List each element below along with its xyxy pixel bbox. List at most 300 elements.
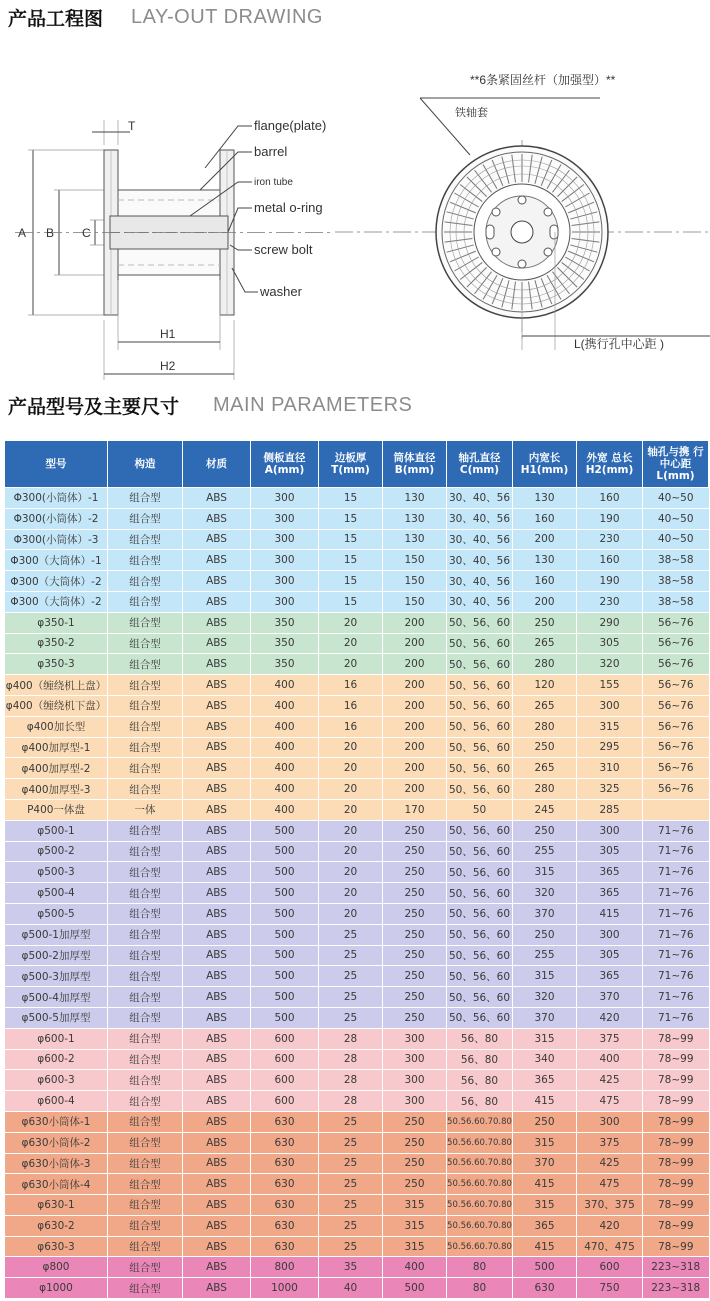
cell-hole-distance: 71~76 xyxy=(643,820,709,841)
cell-material: ABS xyxy=(183,1028,251,1049)
cell-structure: 一体 xyxy=(108,799,183,820)
cell-structure: 组合型 xyxy=(108,1049,183,1070)
cell-material: ABS xyxy=(183,862,251,883)
cell-material: ABS xyxy=(183,529,251,550)
cell-flange-diameter: 400 xyxy=(251,716,319,737)
table-row xyxy=(5,820,709,841)
cell-flange-thickness: 20 xyxy=(319,883,383,904)
cell-structure: 组合型 xyxy=(108,1236,183,1257)
cell-model: φ1000 xyxy=(5,1278,108,1299)
cell-flange-diameter: 500 xyxy=(251,820,319,841)
cell-flange-diameter: 500 xyxy=(251,945,319,966)
cell-hole-distance: 56~76 xyxy=(643,737,709,758)
cell-bore-diameter: 50.56.60.70.80 xyxy=(447,1215,513,1236)
header-flange-thickness: 边板厚 T(mm) xyxy=(319,441,383,488)
cell-model: φ630小筒体-4 xyxy=(5,1174,108,1195)
table-row xyxy=(5,571,709,592)
cell-model: Φ300(小筒体）-1 xyxy=(5,488,108,509)
cell-hole-distance: 40~50 xyxy=(643,488,709,509)
cell-barrel-diameter: 170 xyxy=(383,799,447,820)
cell-flange-diameter: 630 xyxy=(251,1215,319,1236)
cell-bore-diameter: 50、56、60 xyxy=(447,945,513,966)
cell-hole-distance: 78~99 xyxy=(643,1153,709,1174)
cell-structure: 组合型 xyxy=(108,1007,183,1028)
cell-material: ABS xyxy=(183,883,251,904)
cell-material: ABS xyxy=(183,1236,251,1257)
table-row xyxy=(5,987,709,1008)
cell-model: φ600-2 xyxy=(5,1049,108,1070)
cell-material: ABS xyxy=(183,1132,251,1153)
cell-flange-diameter: 400 xyxy=(251,675,319,696)
cell-model: φ630小筒体-1 xyxy=(5,1111,108,1132)
cell-model: Φ300（大筒体）-2 xyxy=(5,591,108,612)
cell-hole-distance: 71~76 xyxy=(643,924,709,945)
cell-inner-width: 280 xyxy=(513,654,577,675)
cell-hole-distance: 71~76 xyxy=(643,1007,709,1028)
cell-barrel-diameter: 250 xyxy=(383,987,447,1008)
table-row xyxy=(5,1278,709,1299)
cell-bore-diameter: 50、56、60 xyxy=(447,737,513,758)
table-row xyxy=(5,716,709,737)
cell-flange-thickness: 25 xyxy=(319,1174,383,1195)
cell-flange-diameter: 630 xyxy=(251,1174,319,1195)
table-row xyxy=(5,1153,709,1174)
cell-barrel-diameter: 200 xyxy=(383,633,447,654)
cell-material: ABS xyxy=(183,591,251,612)
cell-structure: 组合型 xyxy=(108,1257,183,1278)
cell-material: ABS xyxy=(183,695,251,716)
cell-material: ABS xyxy=(183,1070,251,1091)
cell-overall-width: 230 xyxy=(577,529,643,550)
cell-overall-width: 310 xyxy=(577,758,643,779)
cell-overall-width: 750 xyxy=(577,1278,643,1299)
cell-hole-distance: 56~76 xyxy=(643,633,709,654)
cell-inner-width: 130 xyxy=(513,488,577,509)
table-row xyxy=(5,1091,709,1112)
label-screw-bolt: screw bolt xyxy=(254,242,313,257)
cell-flange-thickness: 15 xyxy=(319,591,383,612)
cell-hole-distance: 71~76 xyxy=(643,903,709,924)
cell-model: φ500-2加厚型 xyxy=(5,945,108,966)
cell-material: ABS xyxy=(183,758,251,779)
table-row xyxy=(5,675,709,696)
cell-barrel-diameter: 500 xyxy=(383,1278,447,1299)
cell-inner-width: 130 xyxy=(513,550,577,571)
cell-inner-width: 340 xyxy=(513,1049,577,1070)
cell-hole-distance: 78~99 xyxy=(643,1174,709,1195)
cell-flange-diameter: 500 xyxy=(251,862,319,883)
cell-material: ABS xyxy=(183,820,251,841)
params-section-title xyxy=(8,390,412,420)
cell-hole-distance: 78~99 xyxy=(643,1111,709,1132)
cell-flange-thickness: 25 xyxy=(319,1195,383,1216)
cell-flange-diameter: 400 xyxy=(251,758,319,779)
cell-flange-thickness: 28 xyxy=(319,1049,383,1070)
table-row xyxy=(5,841,709,862)
cell-overall-width: 315 xyxy=(577,716,643,737)
cell-bore-diameter: 30、40、56 xyxy=(447,508,513,529)
cell-material: ABS xyxy=(183,488,251,509)
table-row xyxy=(5,529,709,550)
cell-overall-width: 425 xyxy=(577,1153,643,1174)
table-row xyxy=(5,654,709,675)
cell-flange-thickness: 20 xyxy=(319,737,383,758)
label-washer: washer xyxy=(260,284,302,299)
cell-inner-width: 265 xyxy=(513,633,577,654)
cell-inner-width: 250 xyxy=(513,737,577,758)
header-structure: 构造 xyxy=(108,441,183,488)
cell-overall-width: 375 xyxy=(577,1132,643,1153)
cell-bore-diameter: 50、56、60 xyxy=(447,924,513,945)
cell-flange-thickness: 28 xyxy=(319,1091,383,1112)
cell-hole-distance: 71~76 xyxy=(643,883,709,904)
cell-inner-width: 120 xyxy=(513,675,577,696)
cell-material: ABS xyxy=(183,737,251,758)
cell-barrel-diameter: 200 xyxy=(383,716,447,737)
table-header-row xyxy=(5,441,709,488)
table-row xyxy=(5,550,709,571)
cell-bore-diameter: 50、56、60 xyxy=(447,716,513,737)
cell-barrel-diameter: 250 xyxy=(383,862,447,883)
cell-flange-diameter: 300 xyxy=(251,571,319,592)
cell-inner-width: 415 xyxy=(513,1091,577,1112)
header-hole-distance: 轴孔与携 行中心距 L(mm) xyxy=(643,441,709,488)
cell-model: φ500-4 xyxy=(5,883,108,904)
cell-flange-diameter: 500 xyxy=(251,924,319,945)
table-row xyxy=(5,799,709,820)
cell-inner-width: 250 xyxy=(513,820,577,841)
cell-hole-distance: 71~76 xyxy=(643,966,709,987)
cell-structure: 组合型 xyxy=(108,1215,183,1236)
cell-overall-width: 320 xyxy=(577,654,643,675)
table-row xyxy=(5,1132,709,1153)
cell-flange-thickness: 20 xyxy=(319,612,383,633)
cell-flange-thickness: 25 xyxy=(319,987,383,1008)
cell-structure: 组合型 xyxy=(108,820,183,841)
cell-model: Φ300(小筒体）-2 xyxy=(5,508,108,529)
cell-hole-distance: 40~50 xyxy=(643,508,709,529)
cell-bore-diameter: 50、56、60 xyxy=(447,654,513,675)
cell-bore-diameter: 56、80 xyxy=(447,1028,513,1049)
cell-material: ABS xyxy=(183,924,251,945)
label-iron-tube: iron tube xyxy=(254,177,293,188)
cell-material: ABS xyxy=(183,1007,251,1028)
cell-hole-distance: 56~76 xyxy=(643,654,709,675)
cell-material: ABS xyxy=(183,550,251,571)
cell-inner-width: 365 xyxy=(513,1215,577,1236)
cell-inner-width: 255 xyxy=(513,841,577,862)
table-row xyxy=(5,695,709,716)
cell-flange-diameter: 600 xyxy=(251,1091,319,1112)
cell-flange-diameter: 350 xyxy=(251,633,319,654)
cell-overall-width: 295 xyxy=(577,737,643,758)
table-row xyxy=(5,591,709,612)
cell-flange-diameter: 350 xyxy=(251,612,319,633)
header-flange-diameter: 侧板直径 A(mm) xyxy=(251,441,319,488)
cell-flange-diameter: 1000 xyxy=(251,1278,319,1299)
cell-structure: 组合型 xyxy=(108,779,183,800)
cell-overall-width: 300 xyxy=(577,1111,643,1132)
cell-material: ABS xyxy=(183,1257,251,1278)
cell-overall-width: 415 xyxy=(577,903,643,924)
cell-model: φ350-2 xyxy=(5,633,108,654)
cell-hole-distance: 71~76 xyxy=(643,987,709,1008)
cell-model: P400一体盘 xyxy=(5,799,108,820)
cell-barrel-diameter: 250 xyxy=(383,903,447,924)
cell-inner-width: 315 xyxy=(513,1132,577,1153)
table-row xyxy=(5,1111,709,1132)
cell-flange-thickness: 20 xyxy=(319,654,383,675)
cell-bore-diameter: 56、80 xyxy=(447,1070,513,1091)
cell-overall-width: 370、375 xyxy=(577,1195,643,1216)
cell-inner-width: 415 xyxy=(513,1174,577,1195)
cell-material: ABS xyxy=(183,779,251,800)
cell-model: φ400加厚型-1 xyxy=(5,737,108,758)
label-metal-o-ring: metal o-ring xyxy=(254,200,323,215)
cell-bore-diameter: 30、40、56 xyxy=(447,591,513,612)
cell-overall-width: 475 xyxy=(577,1091,643,1112)
cell-flange-thickness: 25 xyxy=(319,966,383,987)
cell-bore-diameter: 30、40、56 xyxy=(447,571,513,592)
cell-flange-thickness: 20 xyxy=(319,799,383,820)
cell-inner-width: 320 xyxy=(513,883,577,904)
cell-hole-distance xyxy=(643,799,709,820)
cell-flange-thickness: 25 xyxy=(319,1215,383,1236)
cell-model: Φ300(小筒体）-3 xyxy=(5,529,108,550)
cell-bore-diameter: 50、56、60 xyxy=(447,903,513,924)
cell-structure: 组合型 xyxy=(108,903,183,924)
cell-model: φ600-1 xyxy=(5,1028,108,1049)
header-barrel-diameter: 筒体直径 B(mm) xyxy=(383,441,447,488)
cell-flange-thickness: 40 xyxy=(319,1278,383,1299)
cell-material: ABS xyxy=(183,1111,251,1132)
cell-overall-width: 400 xyxy=(577,1049,643,1070)
cell-material: ABS xyxy=(183,903,251,924)
cell-material: ABS xyxy=(183,841,251,862)
cell-barrel-diameter: 315 xyxy=(383,1236,447,1257)
iron-sleeve-label: 铁轴套 xyxy=(455,107,488,119)
cell-structure: 组合型 xyxy=(108,654,183,675)
cell-structure: 组合型 xyxy=(108,488,183,509)
cell-model: φ400加厚型-3 xyxy=(5,779,108,800)
label-barrel: barrel xyxy=(254,144,288,159)
cell-model: φ500-5加厚型 xyxy=(5,1007,108,1028)
cell-overall-width: 365 xyxy=(577,862,643,883)
cell-flange-thickness: 15 xyxy=(319,488,383,509)
cell-overall-width: 160 xyxy=(577,550,643,571)
cell-structure: 组合型 xyxy=(108,612,183,633)
cell-flange-diameter: 500 xyxy=(251,883,319,904)
cell-model: φ500-1加厚型 xyxy=(5,924,108,945)
cell-overall-width: 305 xyxy=(577,841,643,862)
cell-barrel-diameter: 315 xyxy=(383,1215,447,1236)
cell-hole-distance: 38~58 xyxy=(643,591,709,612)
cell-hole-distance: 56~76 xyxy=(643,779,709,800)
cell-flange-thickness: 25 xyxy=(319,1132,383,1153)
cell-barrel-diameter: 250 xyxy=(383,820,447,841)
cell-bore-diameter: 50.56.60.70.80 xyxy=(447,1195,513,1216)
cell-model: φ630-3 xyxy=(5,1236,108,1257)
layout-section-title xyxy=(8,2,323,32)
cell-barrel-diameter: 300 xyxy=(383,1049,447,1070)
cell-structure: 组合型 xyxy=(108,1278,183,1299)
cell-inner-width: 280 xyxy=(513,779,577,800)
cell-overall-width: 190 xyxy=(577,571,643,592)
table-row xyxy=(5,1174,709,1195)
cell-inner-width: 250 xyxy=(513,924,577,945)
cell-barrel-diameter: 300 xyxy=(383,1070,447,1091)
cell-bore-diameter: 50、56、60 xyxy=(447,966,513,987)
table-row xyxy=(5,758,709,779)
cell-barrel-diameter: 300 xyxy=(383,1028,447,1049)
table-row xyxy=(5,737,709,758)
cell-overall-width: 325 xyxy=(577,779,643,800)
cell-barrel-diameter: 250 xyxy=(383,841,447,862)
table-row xyxy=(5,903,709,924)
cell-flange-thickness: 25 xyxy=(319,945,383,966)
cell-barrel-diameter: 250 xyxy=(383,1111,447,1132)
cell-barrel-diameter: 200 xyxy=(383,612,447,633)
cell-flange-thickness: 16 xyxy=(319,675,383,696)
cell-bore-diameter: 56、80 xyxy=(447,1091,513,1112)
cell-hole-distance: 78~99 xyxy=(643,1215,709,1236)
cell-bore-diameter: 50、56、60 xyxy=(447,779,513,800)
header-inner-width: 内宽长 H1(mm) xyxy=(513,441,577,488)
cell-material: ABS xyxy=(183,966,251,987)
cell-structure: 组合型 xyxy=(108,633,183,654)
cell-overall-width: 370 xyxy=(577,987,643,1008)
table-row xyxy=(5,883,709,904)
table-row xyxy=(5,862,709,883)
cell-model: φ500-3加厚型 xyxy=(5,966,108,987)
cell-structure: 组合型 xyxy=(108,571,183,592)
cell-structure: 组合型 xyxy=(108,716,183,737)
cell-model: φ350-3 xyxy=(5,654,108,675)
cell-model: φ500-4加厚型 xyxy=(5,987,108,1008)
table-row xyxy=(5,924,709,945)
cell-hole-distance: 78~99 xyxy=(643,1049,709,1070)
cell-model: Φ300（大筒体）-2 xyxy=(5,571,108,592)
cell-flange-diameter: 500 xyxy=(251,987,319,1008)
cell-inner-width: 250 xyxy=(513,1111,577,1132)
cell-barrel-diameter: 130 xyxy=(383,529,447,550)
cell-bore-diameter: 80 xyxy=(447,1257,513,1278)
cell-hole-distance: 78~99 xyxy=(643,1070,709,1091)
cell-hole-distance: 223~318 xyxy=(643,1278,709,1299)
cell-material: ABS xyxy=(183,1278,251,1299)
cell-model: φ350-1 xyxy=(5,612,108,633)
cell-barrel-diameter: 250 xyxy=(383,924,447,945)
cell-material: ABS xyxy=(183,1049,251,1070)
cell-bore-diameter: 30、40、56 xyxy=(447,488,513,509)
cell-hole-distance: 38~58 xyxy=(643,550,709,571)
part-labels xyxy=(254,118,326,299)
cell-flange-diameter: 300 xyxy=(251,508,319,529)
cell-overall-width: 420 xyxy=(577,1007,643,1028)
cell-structure: 组合型 xyxy=(108,966,183,987)
cell-bore-diameter: 50.56.60.70.80 xyxy=(447,1132,513,1153)
cell-overall-width: 190 xyxy=(577,508,643,529)
cell-hole-distance: 56~76 xyxy=(643,675,709,696)
table-row xyxy=(5,1049,709,1070)
cell-flange-diameter: 300 xyxy=(251,488,319,509)
cell-inner-width: 315 xyxy=(513,862,577,883)
cell-overall-width: 365 xyxy=(577,883,643,904)
cell-structure: 组合型 xyxy=(108,841,183,862)
cell-overall-width: 300 xyxy=(577,695,643,716)
cell-flange-thickness: 35 xyxy=(319,1257,383,1278)
cell-structure: 组合型 xyxy=(108,945,183,966)
cell-flange-thickness: 28 xyxy=(319,1028,383,1049)
header-material: 材质 xyxy=(183,441,251,488)
cell-hole-distance: 40~50 xyxy=(643,529,709,550)
cell-barrel-diameter: 130 xyxy=(383,488,447,509)
table-row xyxy=(5,488,709,509)
cell-bore-diameter: 50、56、60 xyxy=(447,1007,513,1028)
cell-model: φ500-1 xyxy=(5,820,108,841)
cell-flange-diameter: 500 xyxy=(251,841,319,862)
dim-t-label: T xyxy=(128,119,136,133)
cell-material: ABS xyxy=(183,633,251,654)
cell-structure: 组合型 xyxy=(108,591,183,612)
cell-bore-diameter: 50、56、60 xyxy=(447,820,513,841)
cell-model: φ400（缠绕机上盘） xyxy=(5,675,108,696)
cell-hole-distance: 78~99 xyxy=(643,1132,709,1153)
cell-structure: 组合型 xyxy=(108,1195,183,1216)
cell-material: ABS xyxy=(183,1153,251,1174)
cell-material: ABS xyxy=(183,1091,251,1112)
cell-structure: 组合型 xyxy=(108,675,183,696)
cell-flange-thickness: 20 xyxy=(319,779,383,800)
cell-barrel-diameter: 250 xyxy=(383,966,447,987)
cell-model: φ500-2 xyxy=(5,841,108,862)
cell-model: φ400加厚型-2 xyxy=(5,758,108,779)
cell-bore-diameter: 50.56.60.70.80 xyxy=(447,1174,513,1195)
cell-flange-diameter: 630 xyxy=(251,1153,319,1174)
cell-inner-width: 245 xyxy=(513,799,577,820)
cell-flange-thickness: 28 xyxy=(319,1070,383,1091)
cell-structure: 组合型 xyxy=(108,695,183,716)
table-row xyxy=(5,1070,709,1091)
cell-flange-diameter: 630 xyxy=(251,1132,319,1153)
cell-overall-width: 300 xyxy=(577,924,643,945)
cell-flange-diameter: 500 xyxy=(251,1007,319,1028)
cell-flange-diameter: 600 xyxy=(251,1070,319,1091)
cell-barrel-diameter: 400 xyxy=(383,1257,447,1278)
cell-flange-diameter: 350 xyxy=(251,654,319,675)
cell-inner-width: 315 xyxy=(513,1195,577,1216)
cell-structure: 组合型 xyxy=(108,1174,183,1195)
cell-structure: 组合型 xyxy=(108,862,183,883)
cell-flange-diameter: 400 xyxy=(251,695,319,716)
cell-structure: 组合型 xyxy=(108,1028,183,1049)
cell-overall-width: 300 xyxy=(577,820,643,841)
cell-overall-width: 365 xyxy=(577,966,643,987)
cell-hole-distance: 223~318 xyxy=(643,1257,709,1278)
cell-bore-diameter: 50、56、60 xyxy=(447,841,513,862)
cell-inner-width: 630 xyxy=(513,1278,577,1299)
parameters-table xyxy=(4,440,709,1299)
cell-structure: 组合型 xyxy=(108,758,183,779)
cell-inner-width: 200 xyxy=(513,591,577,612)
cell-flange-diameter: 300 xyxy=(251,550,319,571)
cell-inner-width: 370 xyxy=(513,903,577,924)
params-title-cn: 产品型号及主要尺寸 xyxy=(8,395,180,418)
cell-model: φ400加长型 xyxy=(5,716,108,737)
cell-inner-width: 280 xyxy=(513,716,577,737)
cell-model: φ400（缠绕机下盘） xyxy=(5,695,108,716)
cell-structure: 组合型 xyxy=(108,1091,183,1112)
